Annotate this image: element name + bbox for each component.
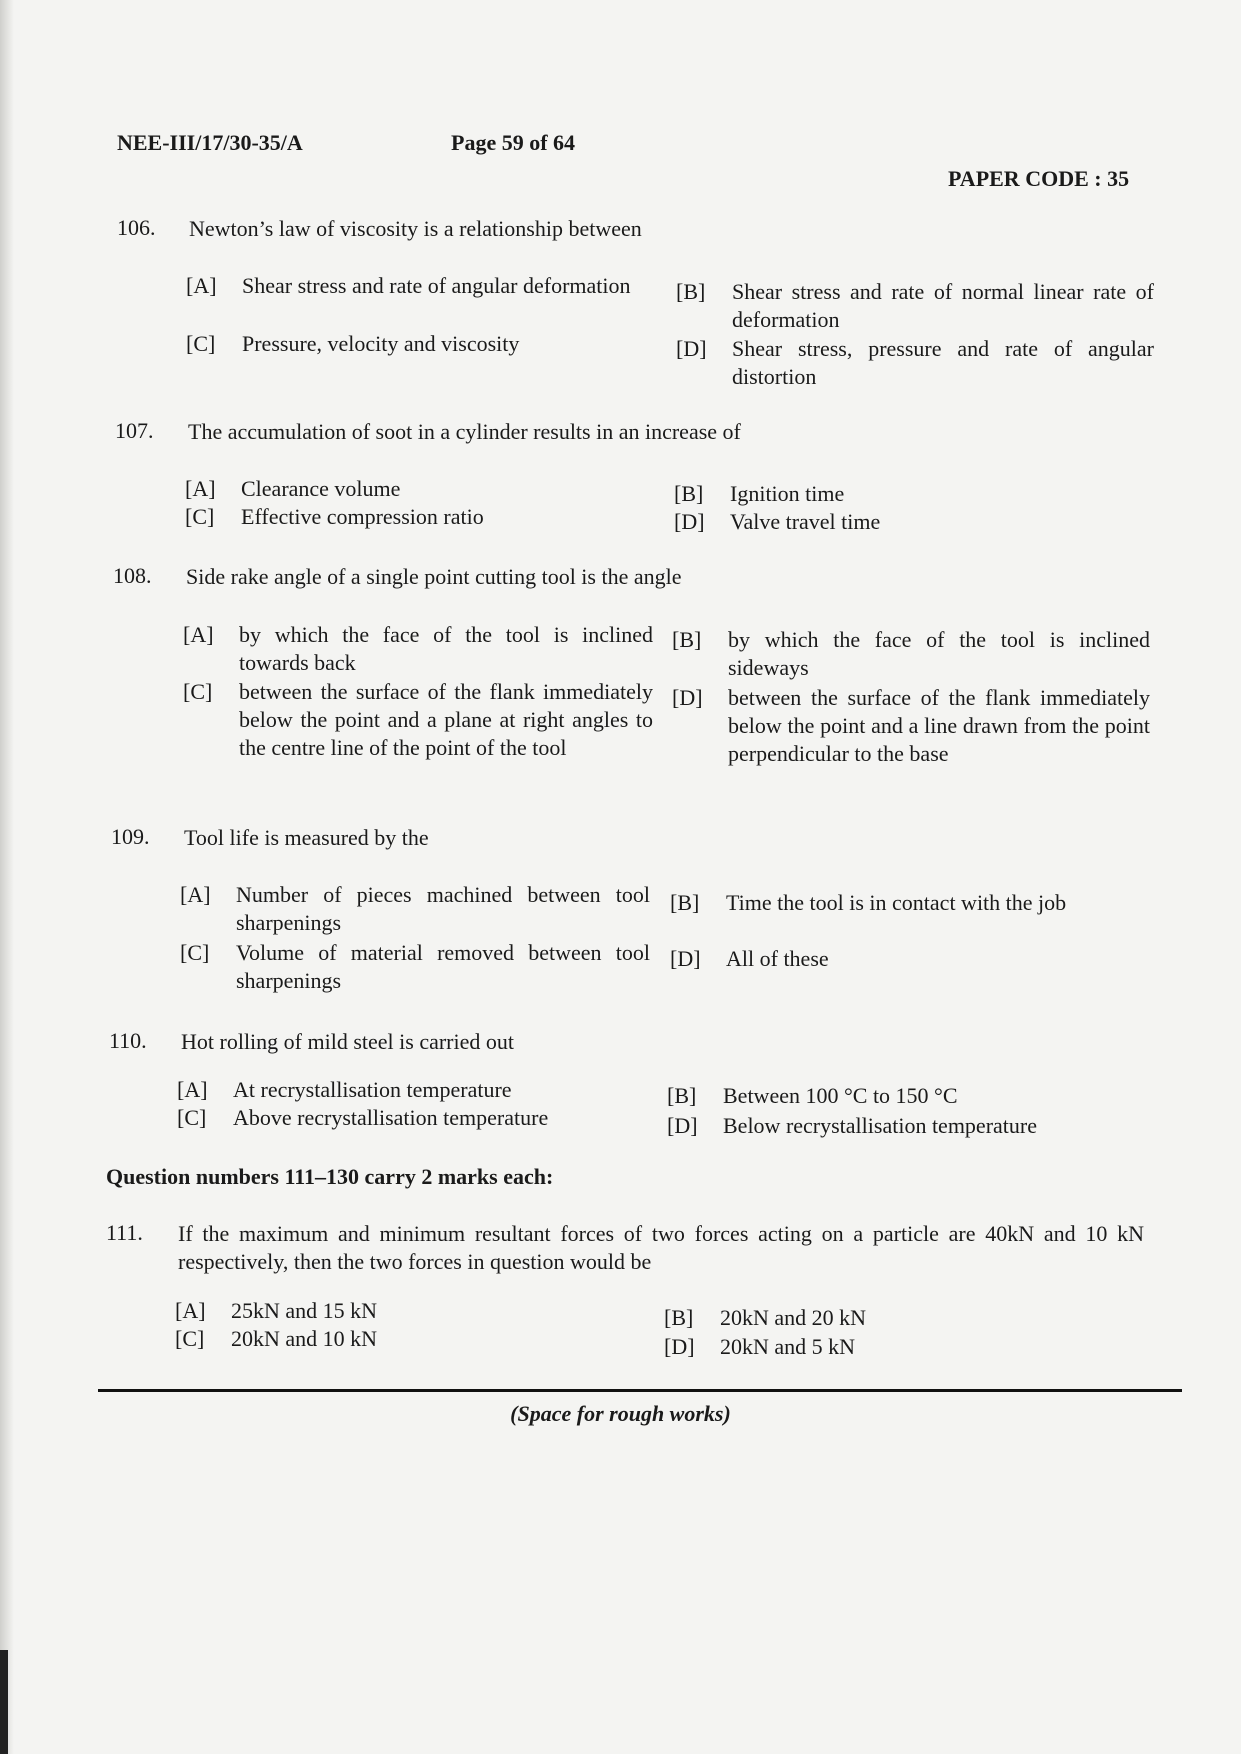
option-text: Shear stress, pressure and rate of angular distortion [732, 336, 1154, 389]
option-text: 20kN and 5 kN [720, 1334, 856, 1359]
binding-mark [0, 1650, 8, 1754]
option-label: [C] [183, 679, 213, 704]
option-label: [D] [670, 946, 701, 971]
option-text: by which the face of the tool is inclined sideways [728, 627, 1150, 680]
option-a [177, 1076, 647, 1104]
option-text: Above recrystallisation temperature [233, 1105, 549, 1130]
footer-divider [98, 1389, 1182, 1392]
option-text: 20kN and 20 kN [720, 1305, 867, 1330]
option-text: between the surface of the flank immediately below the point and a plane at right angles to the centre line of the point of the tool [239, 679, 653, 760]
option-c [175, 1325, 645, 1353]
option-text: At recrystallisation temperature [233, 1077, 512, 1102]
option-text: Effective compression ratio [241, 504, 484, 529]
option-d [672, 684, 1150, 768]
option-d [664, 1333, 1142, 1361]
question-text: Newton’s law of viscosity is a relationship between [189, 216, 642, 241]
page-number: Page 59 of 64 [451, 130, 576, 155]
question-number: 111. [106, 1220, 143, 1245]
option-label: [B] [664, 1305, 694, 1330]
option-label: [D] [667, 1113, 698, 1138]
option-text: Clearance volume [241, 476, 401, 501]
option-label: [A] [175, 1298, 206, 1323]
option-text: Ignition time [730, 481, 845, 506]
option-text: 25kN and 15 kN [231, 1298, 378, 1323]
option-label: [C] [185, 504, 215, 529]
question-number: 110. [109, 1028, 147, 1053]
option-label: [C] [180, 940, 210, 965]
option-label: [A] [183, 622, 214, 647]
marks-section-heading: Question numbers 111–130 carry 2 marks each: [106, 1164, 554, 1189]
option-b [672, 626, 1150, 682]
option-text: Volume of material removed between tool sharpenings [236, 940, 650, 993]
option-text: Pressure, velocity and viscosity [242, 331, 520, 356]
option-b [667, 1082, 1145, 1110]
page-edge-shadow [0, 0, 14, 1754]
option-label: [A] [186, 273, 217, 298]
question-text: If the maximum and minimum resultant forces of two forces acting on a particle are 40kN and 10 kN respectively, then the two forces in question would be [178, 1221, 1144, 1274]
question-number: 106. [117, 215, 156, 240]
question-text: Tool life is measured by the [184, 825, 429, 850]
option-a [183, 621, 653, 677]
option-b [670, 889, 1148, 917]
option-b [664, 1304, 1142, 1332]
option-text: Number of pieces machined between tool sharpenings [236, 882, 650, 935]
option-label: [C] [175, 1326, 205, 1351]
question-text: Side rake angle of a single point cutting tool is the angle [186, 564, 682, 589]
option-d [667, 1112, 1145, 1140]
question-number: 109. [111, 824, 150, 849]
option-text: by which the face of the tool is inclined towards back [239, 622, 653, 675]
option-b [676, 278, 1154, 334]
option-text: Valve travel time [730, 509, 881, 534]
option-label: [D] [676, 336, 707, 361]
option-a [185, 475, 655, 503]
option-text: Between 100 °C to 150 °C [723, 1083, 958, 1108]
question-number: 107. [115, 418, 154, 443]
rough-work-note: (Space for rough works) [510, 1401, 731, 1426]
option-label: [B] [670, 890, 700, 915]
question-number: 108. [113, 563, 152, 588]
question-text: Hot rolling of mild steel is carried out [181, 1029, 514, 1054]
option-d [674, 508, 1152, 536]
option-text: 20kN and 10 kN [231, 1326, 378, 1351]
option-c [177, 1104, 647, 1132]
option-label: [B] [676, 279, 706, 304]
option-label: [B] [674, 481, 704, 506]
option-label: [A] [180, 882, 211, 907]
option-c [186, 330, 656, 358]
option-text: All of these [726, 946, 829, 971]
option-c [180, 939, 650, 995]
exam-code: NEE-III/17/30-35/A [117, 130, 303, 155]
option-text: Shear stress and rate of angular deformation [242, 273, 631, 298]
option-text: Time the tool is in contact with the job [726, 890, 1067, 915]
option-label: [D] [674, 509, 705, 534]
option-label: [B] [667, 1083, 697, 1108]
option-label: [D] [664, 1334, 695, 1359]
option-a [186, 272, 656, 300]
option-label: [D] [672, 685, 703, 710]
option-text: Below recrystallisation temperature [723, 1113, 1037, 1138]
paper-code: PAPER CODE : 35 [948, 166, 1130, 191]
option-label: [A] [177, 1077, 208, 1102]
option-d [676, 335, 1154, 391]
option-d [670, 945, 1148, 973]
option-a [175, 1297, 645, 1325]
option-a [180, 881, 650, 937]
option-b [674, 480, 1152, 508]
question-text: The accumulation of soot in a cylinder results in an increase of [188, 419, 741, 444]
option-label: [C] [177, 1105, 207, 1130]
option-text: between the surface of the flank immediately below the point and a line drawn from the point perpendicular to the base [728, 685, 1150, 766]
option-c [183, 678, 653, 762]
option-c [185, 503, 655, 531]
option-label: [C] [186, 331, 216, 356]
option-label: [B] [672, 627, 702, 652]
option-label: [A] [185, 476, 216, 501]
option-text: Shear stress and rate of normal linear rate of deformation [732, 279, 1154, 332]
